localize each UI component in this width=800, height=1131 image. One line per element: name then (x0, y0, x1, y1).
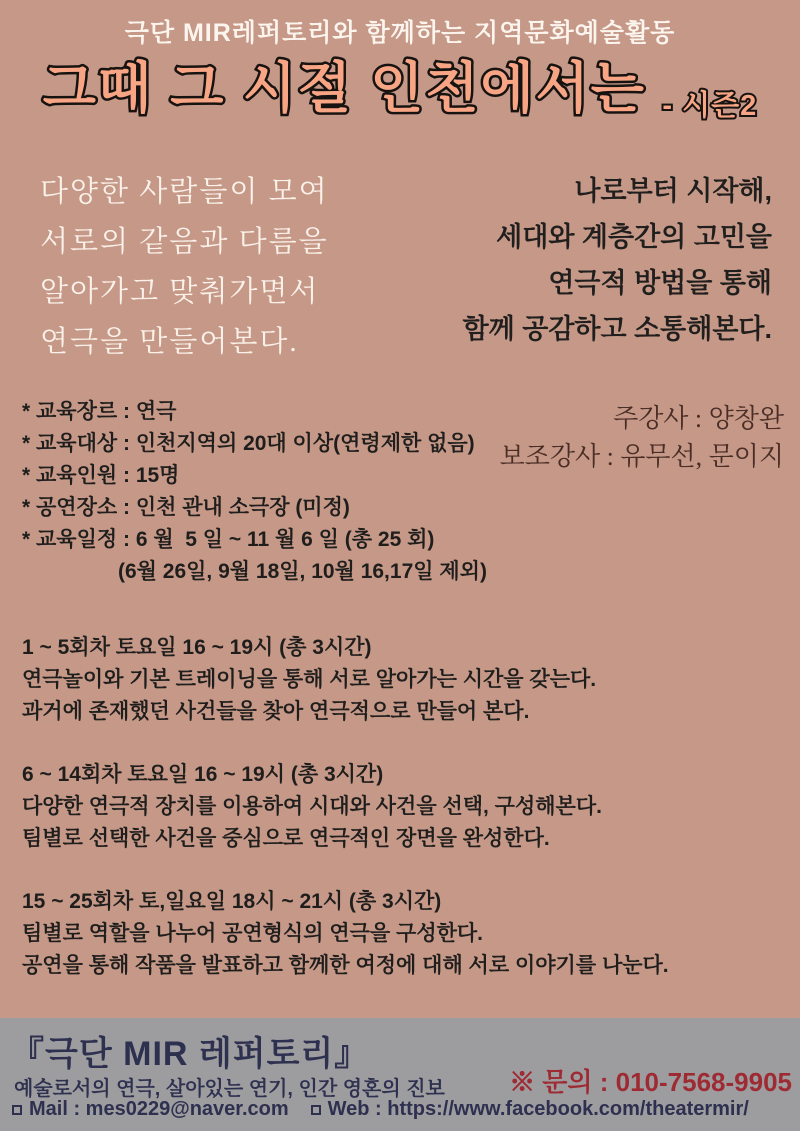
intro-left-paragraph (40, 167, 329, 367)
poster-title-row (0, 44, 800, 123)
poster-title-season-suffix: - 시즌2 (662, 90, 758, 122)
schedule-heading: 1 ~ 5회차 토요일 16 ~ 19시 (총 3시간) (22, 636, 372, 659)
schedule-block-1 (22, 632, 669, 728)
info-item-dates-note: (6월 26일, 9월 18일, 10월 16,17일 제외) (118, 560, 487, 583)
schedule-line: 공연을 통해 작품을 발표하고 함께한 여정에 대해 서로 이야기를 나눈다. (22, 954, 669, 977)
info-item-genre: * 교육장르 : 연극 (22, 400, 177, 423)
poster-subtitle: 극단 MIR레퍼토리와 함께하는 지역문화예술활동 (124, 19, 676, 47)
intro-right-line: 나로부터 시작해, (574, 176, 772, 206)
company-tagline: 예술로서의 연극, 살아있는 연기, 인간 영혼의 진보 (14, 1078, 445, 1100)
intro-right-paragraph (463, 168, 772, 352)
company-name: 『극단 MIR 레퍼토리』 (10, 1035, 370, 1073)
schedule-line: 팀별로 역할을 나누어 공연형식의 연극을 구성한다. (22, 922, 484, 945)
schedule-block-3 (22, 886, 669, 982)
mail-contact (12, 1098, 289, 1121)
info-item-capacity: * 교육인원 : 15명 (22, 464, 180, 487)
main-instructor: 주강사 : 양창완 (613, 404, 784, 433)
schedule-line: 팀별로 선택한 사건을 중심으로 연극적인 장면을 완성한다. (22, 827, 550, 850)
web-bullet-icon (311, 1105, 321, 1115)
schedule-heading: 6 ~ 14회차 토요일 16 ~ 19시 (총 3시간) (22, 763, 384, 786)
assistant-instructors: 보조강사 : 유무선, 문이지 (499, 442, 784, 471)
schedule-line: 연극놀이와 기본 트레이닝을 통해 서로 알아가는 시간을 갖는다. (22, 668, 597, 691)
intro-left-line: 연극을 만들어본다. (40, 326, 299, 358)
intro-right-line: 함께 공감하고 소통해본다. (462, 314, 772, 344)
contact-row (12, 1098, 771, 1121)
intro-left-line: 알아가고 맞춰가면서 (40, 276, 320, 308)
course-info-list (22, 396, 487, 588)
intro-right-line: 연극적 방법을 통해 (548, 268, 772, 298)
footer-bar (0, 1018, 800, 1131)
web-text: Web : https://www.facebook.com/theatermir/ (327, 1098, 749, 1120)
mail-text: Mail : mes0229@naver.com (29, 1098, 289, 1120)
schedule-line: 다양한 연극적 장치를 이용하여 시대와 사건을 선택, 구성해본다. (22, 795, 602, 818)
mail-bullet-icon (12, 1105, 22, 1115)
info-item-target: * 교육대상 : 인천지역의 20대 이상(연령제한 없음) (22, 432, 475, 455)
schedule-heading: 15 ~ 25회차 토,일요일 18시 ~ 21시 (총 3시간) (22, 890, 442, 913)
info-item-venue: * 공연장소 : 인천 관내 소극장 (미정) (22, 496, 350, 519)
intro-left-line: 서로의 같음과 다름을 (40, 226, 329, 258)
intro-left-line: 다양한 사람들이 모여 (40, 176, 329, 208)
info-item-dates: * 교육일정 : 6 월 5 일 ~ 11 월 6 일 (총 25 회) (22, 528, 435, 551)
schedule-section (22, 632, 669, 1013)
inquiry-phone: ※ 문의 : 010-7568-9905 (509, 1067, 792, 1097)
intro-right-line: 세대와 계층간의 고민을 (496, 222, 772, 252)
web-contact (311, 1098, 749, 1121)
poster-title: 그때 그 시절 인천에서는 (42, 57, 646, 119)
schedule-block-2 (22, 759, 669, 855)
instructors-block (500, 400, 784, 476)
schedule-line: 과거에 존재했던 사건들을 찾아 연극적으로 만들어 본다. (22, 700, 530, 723)
